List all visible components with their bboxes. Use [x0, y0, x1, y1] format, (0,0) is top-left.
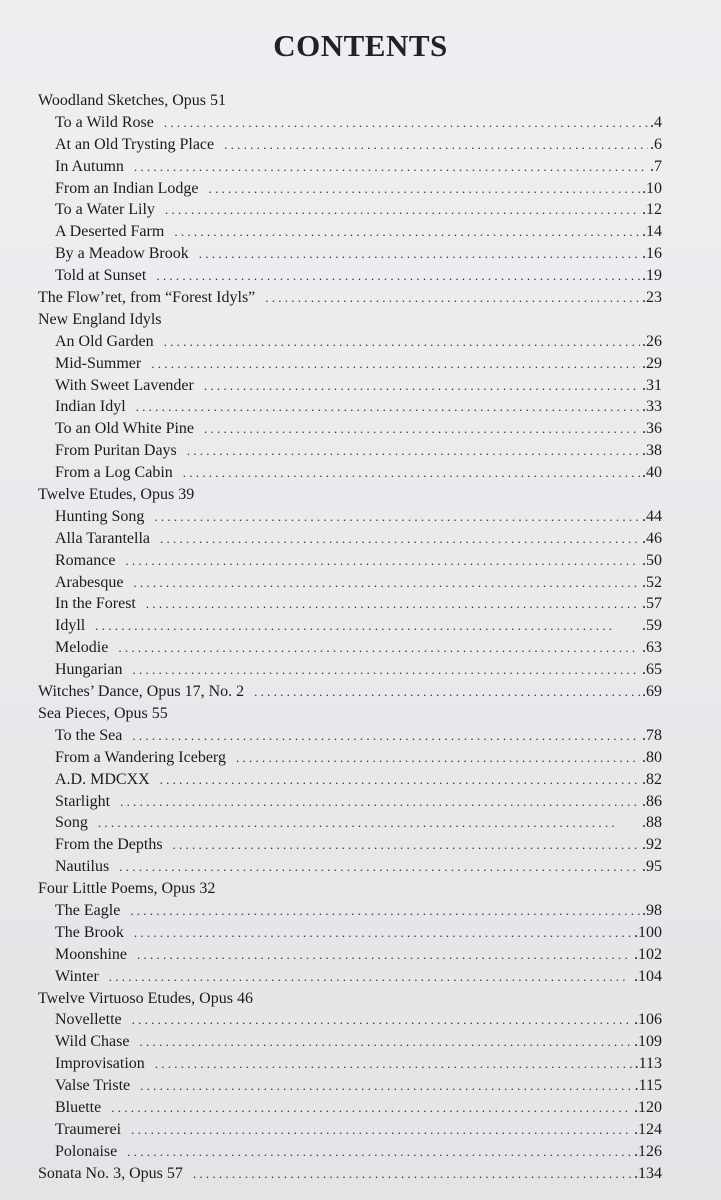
toc-entry-title: By a Meadow Brook: [55, 245, 189, 263]
toc-entry-title: From the Depths: [55, 836, 163, 854]
dot-leader: [140, 1075, 632, 1097]
page-number: .82: [642, 770, 662, 788]
toc-entry-title: Woodland Sketches, Opus 51: [38, 92, 227, 109]
toc-entry-title: Improvisation: [55, 1055, 145, 1073]
page-number: .33: [642, 398, 662, 416]
toc-entry-title: Novellette: [55, 1011, 122, 1029]
toc-entry-row: [38, 221, 662, 243]
toc-entry-row: [38, 462, 662, 484]
dot-leader: [160, 769, 640, 791]
toc-entry-row: [38, 353, 662, 375]
toc-entry-row: [38, 1053, 662, 1075]
toc-entry-row: [38, 265, 662, 287]
dot-leader: [95, 615, 640, 637]
page-number: .19: [642, 267, 662, 285]
page-number: .31: [642, 376, 662, 394]
dot-leader: [187, 440, 640, 462]
toc-entry-title: Sea Pieces, Opus 55: [38, 704, 168, 722]
toc-entry-row: [38, 834, 662, 856]
page-number: .120: [634, 1098, 662, 1116]
dot-leader: [155, 1053, 633, 1075]
toc-entry-row: [38, 1009, 662, 1031]
toc-entry-row: [38, 747, 662, 769]
toc-entry-row: [38, 199, 662, 221]
dot-leader: [173, 834, 640, 856]
toc-entry-row: [38, 1031, 662, 1053]
toc-section-row: [38, 988, 662, 1010]
toc-entry-row: [38, 593, 662, 615]
toc-entry-row: [38, 769, 662, 791]
dot-leader: [132, 1009, 632, 1031]
toc-entry-title: Indian Idyl: [55, 398, 126, 416]
toc-entry-row: [38, 1141, 662, 1163]
dot-leader: [136, 396, 640, 418]
page-number: .50: [642, 551, 662, 569]
dot-leader: [133, 572, 640, 594]
toc-entry-title: Polonaise: [55, 1142, 118, 1160]
toc-entry-title: Traumerei: [55, 1120, 122, 1138]
dot-leader: [134, 922, 632, 944]
page-number: .57: [642, 595, 662, 613]
dot-leader: [146, 593, 640, 615]
toc-entry-title: Sonata No. 3, Opus 57: [38, 1164, 183, 1182]
toc-entry-row: [38, 856, 662, 878]
page-number: .52: [642, 573, 662, 591]
toc-entry-title: Wild Chase: [55, 1033, 130, 1051]
dot-leader: [130, 900, 640, 922]
toc-entry-row: [38, 659, 662, 681]
page-number: .100: [634, 923, 662, 941]
table-of-contents: [38, 90, 662, 1185]
dot-leader: [133, 659, 640, 681]
page-number: .95: [642, 858, 662, 876]
toc-entry-title: From Puritan Days: [55, 442, 177, 460]
dot-leader: [134, 156, 648, 178]
page-number: .80: [642, 748, 662, 766]
toc-entry-title: The Brook: [55, 923, 124, 941]
toc-entry-row: [38, 550, 662, 572]
page-number: .124: [634, 1120, 662, 1138]
toc-entry-title: Hungarian: [55, 661, 123, 679]
dot-leader: [174, 221, 640, 243]
toc-entry-row: [38, 944, 662, 966]
toc-entry-title: From a Wandering Iceberg: [55, 748, 226, 766]
toc-entry-title: In the Forest: [55, 595, 136, 613]
toc-section-row: [38, 1163, 662, 1185]
dot-leader: [156, 265, 640, 287]
dot-leader: [164, 331, 640, 353]
toc-section-row: [38, 90, 662, 112]
toc-entry-title: Witches’ Dance, Opus 17, No. 2: [38, 683, 245, 701]
dot-leader: [119, 856, 640, 878]
toc-entry-title: To a Water Lily: [55, 201, 155, 219]
dot-leader: [132, 725, 640, 747]
toc-entry-title: A.D. MDCXX: [55, 770, 150, 788]
toc-entry-title: Moonshine: [55, 945, 127, 963]
dot-leader: [98, 812, 640, 834]
toc-entry-title: Hunting Song: [55, 507, 145, 525]
toc-entry-title: To an Old White Pine: [55, 420, 195, 438]
page-number: .104: [634, 967, 662, 985]
page-number: .86: [642, 792, 662, 810]
toc-entry-row: [38, 615, 662, 637]
toc-entry-title: Song: [55, 814, 88, 832]
dot-leader: [139, 1031, 632, 1053]
dot-leader: [165, 199, 640, 221]
toc-entry-row: [38, 506, 662, 528]
toc-entry-title: Twelve Etudes, Opus 39: [38, 486, 195, 504]
toc-entry-title: Bluette: [55, 1098, 102, 1116]
toc-entry-title: With Sweet Lavender: [55, 376, 194, 394]
toc-entry-title: Arabesque: [55, 573, 124, 591]
page-number: .102: [634, 945, 662, 963]
page-number: .14: [642, 223, 662, 241]
toc-entry-title: Told at Sunset: [55, 267, 147, 285]
dot-leader: [151, 353, 640, 375]
toc-entry-row: [38, 812, 662, 834]
toc-entry-row: [38, 375, 662, 397]
toc-entry-row: [38, 900, 662, 922]
page-number: .98: [642, 901, 662, 919]
toc-entry-row: [38, 966, 662, 988]
dot-leader: [127, 1141, 632, 1163]
toc-entry-title: The Eagle: [55, 901, 121, 919]
page-number: .78: [642, 726, 662, 744]
dot-leader: [183, 462, 640, 484]
page-number: .44: [642, 507, 662, 525]
toc-entry-row: [38, 572, 662, 594]
dot-leader: [164, 112, 648, 134]
toc-section-row: [38, 703, 662, 725]
toc-entry-row: [38, 440, 662, 462]
page-title: CONTENTS: [273, 28, 448, 63]
page-number: .113: [634, 1055, 662, 1073]
page-number: .69: [642, 683, 662, 701]
dot-leader: [204, 375, 640, 397]
toc-entry-row: [38, 528, 662, 550]
page-number: .6: [650, 135, 662, 153]
page-number: .46: [642, 529, 662, 547]
page-number: .23: [642, 289, 662, 307]
toc-entry-row: [38, 178, 662, 200]
page-number: .134: [634, 1164, 662, 1182]
toc-entry-title: Mid-Summer: [55, 354, 142, 372]
toc-entry-row: [38, 418, 662, 440]
toc-section-row: [38, 878, 662, 900]
toc-entry-title: Valse Triste: [55, 1077, 131, 1095]
toc-entry-row: [38, 791, 662, 813]
toc-entry-title: Romance: [55, 551, 116, 569]
toc-entry-row: [38, 637, 662, 659]
dot-leader: [199, 243, 640, 265]
toc-entry-row: [38, 922, 662, 944]
dot-leader: [137, 944, 632, 966]
toc-entry-title: Idyll: [55, 617, 86, 635]
toc-entry-row: [38, 243, 662, 265]
toc-entry-row: [38, 134, 662, 156]
toc-entry-title: From a Log Cabin: [55, 464, 173, 482]
toc-entry-title: Twelve Virtuoso Etudes, Opus 46: [38, 989, 253, 1007]
toc-section-row: [38, 681, 662, 703]
toc-entry-row: [38, 156, 662, 178]
toc-section-row: [38, 309, 662, 331]
dot-leader: [125, 550, 640, 572]
dot-leader: [204, 418, 640, 440]
dot-leader: [160, 528, 640, 550]
page-number: .26: [642, 332, 662, 350]
dot-leader: [118, 637, 640, 659]
toc-entry-title: A Deserted Farm: [55, 223, 165, 241]
toc-entry-row: [38, 1075, 662, 1097]
toc-section-row: [38, 484, 662, 506]
dot-leader: [111, 1097, 632, 1119]
page-number: .92: [642, 836, 662, 854]
toc-entry-title: In Autumn: [55, 157, 124, 175]
toc-entry-row: [38, 1097, 662, 1119]
toc-section-row: [38, 287, 662, 309]
page-number: .59: [642, 617, 662, 635]
page-number: .88: [642, 814, 662, 832]
dot-leader: [109, 966, 632, 988]
dot-leader: [154, 506, 640, 528]
page-number: .29: [642, 354, 662, 372]
page-number: .126: [634, 1142, 662, 1160]
toc-entry-row: [38, 331, 662, 353]
page-number: .40: [642, 464, 662, 482]
dot-leader: [120, 791, 640, 813]
toc-entry-title: From an Indian Lodge: [55, 179, 199, 197]
toc-entry-title: To the Sea: [55, 726, 123, 744]
toc-entry-row: [38, 396, 662, 418]
toc-entry-title: An Old Garden: [55, 332, 154, 350]
toc-entry-title: To a Wild Rose: [55, 113, 154, 131]
toc-entry-row: [38, 1119, 662, 1141]
toc-entry-row: [38, 725, 662, 747]
toc-entry-title: Alla Tarantella: [55, 529, 150, 547]
page-number: .7: [650, 157, 662, 175]
dot-leader: [131, 1119, 632, 1141]
page-number: .65: [642, 661, 662, 679]
toc-entry-title: New England Idyls: [38, 310, 162, 328]
toc-entry-title: Melodie: [55, 639, 109, 657]
dot-leader: [209, 178, 640, 200]
dot-leader: [236, 747, 640, 769]
toc-entry-title: Nautilus: [55, 858, 110, 876]
page-number: .109: [634, 1033, 662, 1051]
page-number: .115: [634, 1077, 662, 1095]
page-number: .38: [642, 442, 662, 460]
page-number: .36: [642, 420, 662, 438]
toc-entry-title: Winter: [55, 967, 99, 985]
dot-leader: [224, 134, 648, 156]
toc-entry-row: [38, 112, 662, 134]
dot-leader: [265, 287, 640, 309]
toc-entry-title: At an Old Trysting Place: [55, 135, 215, 153]
toc-entry-title: The Flow’ret, from “Forest Idyls”: [38, 289, 256, 307]
dot-leader: [254, 681, 640, 703]
page-number: .16: [642, 245, 662, 263]
page-number: .4: [650, 113, 662, 131]
toc-entry-title: Four Little Poems, Opus 32: [38, 880, 216, 898]
page-number: .10: [642, 179, 662, 197]
page-number: .12: [642, 201, 662, 219]
page-number: .63: [642, 639, 662, 657]
dot-leader: [193, 1163, 632, 1185]
page-number: .106: [634, 1011, 662, 1029]
toc-entry-title: Starlight: [55, 792, 111, 810]
